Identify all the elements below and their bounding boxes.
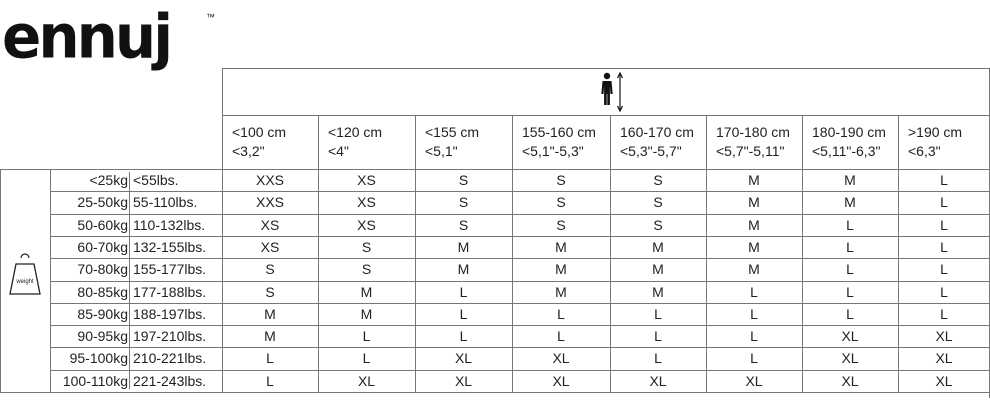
size-cell: M (555, 261, 567, 278)
height-header (706, 115, 802, 169)
weight-kg: 25-50kg (77, 194, 128, 211)
size-cell: S (361, 261, 372, 278)
height-header-cm: 155-160 cm (522, 124, 596, 140)
body-left-rule (0, 169, 1, 392)
size-cell: XXS (255, 194, 284, 211)
size-cell: XL (454, 372, 473, 389)
size-cell: L (846, 238, 854, 255)
height-header (898, 115, 990, 169)
size-cell: S (556, 194, 566, 211)
size-cell: XL (357, 372, 376, 389)
size-cell: L (846, 283, 854, 300)
size-cell: M (264, 328, 276, 345)
size-cell: S (653, 172, 663, 188)
size-cell: S (458, 194, 469, 211)
weight-lbs: 210-221lbs. (133, 350, 207, 367)
height-header-cm: <155 cm (425, 124, 480, 140)
size-cell: S (556, 172, 566, 188)
weight-kg: 85-90kg (77, 305, 128, 322)
size-cell: L (940, 305, 948, 322)
size-cell: M (652, 261, 664, 278)
size-cell: M (457, 261, 470, 278)
size-cell: M (748, 261, 760, 278)
size-cell: M (360, 283, 373, 300)
size-cell: L (459, 283, 468, 300)
size-cell: L (750, 328, 758, 345)
logo-text: ennuj (2, 0, 171, 73)
size-cell: M (652, 238, 664, 255)
weight-kg: 90-95kg (77, 328, 128, 345)
size-cell: L (940, 261, 948, 278)
size-cell: L (940, 238, 948, 255)
size-cell: M (457, 238, 470, 255)
size-cell: L (940, 172, 948, 188)
size-cell: L (459, 305, 468, 322)
weight-lbs: 110-132lbs. (133, 216, 206, 233)
weight-lbs: 55-110lbs. (133, 194, 198, 211)
weight-lbs: 197-210lbs. (133, 328, 207, 345)
size-cell: L (940, 216, 948, 233)
height-header-cm: <120 cm (328, 124, 383, 140)
size-cell: M (748, 194, 760, 211)
height-header-cm: >190 cm (908, 124, 963, 140)
table-bottom-rule (0, 392, 990, 393)
height-header-inch: <5,7"-5,11" (716, 143, 785, 159)
size-cell: L (362, 350, 371, 367)
size-cell: L (654, 328, 662, 345)
weight-lbs: 155-177lbs. (133, 261, 207, 278)
size-cell: XL (935, 372, 953, 389)
size-cell: L (266, 372, 274, 389)
size-cell: XL (841, 328, 859, 345)
weight-kg: <25kg (89, 172, 128, 188)
size-cell: XL (841, 372, 859, 389)
weight-kg: 80-85kg (77, 283, 128, 300)
size-cell: L (750, 305, 758, 322)
size-cell: S (361, 238, 372, 255)
size-cell: L (940, 194, 948, 211)
size-cell: L (557, 328, 565, 345)
height-header (318, 115, 415, 169)
header-top-rule (222, 68, 990, 69)
size-cell: L (846, 216, 854, 233)
size-cell: M (844, 194, 856, 211)
size-cell: S (458, 216, 469, 233)
size-cell: L (940, 283, 948, 300)
size-cell: L (654, 305, 662, 322)
size-cell: M (360, 305, 373, 322)
weight-lbs: 132-155lbs. (133, 238, 207, 255)
size-cell: M (264, 305, 276, 322)
trademark-symbol: ™ (206, 12, 215, 22)
height-header-cm: <100 cm (232, 124, 287, 140)
size-cell: L (846, 261, 854, 278)
size-cell: XS (260, 238, 280, 255)
height-header-inch: <6,3" (908, 143, 941, 159)
size-cell: XL (745, 372, 763, 389)
size-cell: XS (357, 172, 376, 188)
height-header-cm: 170-180 cm (716, 124, 790, 140)
size-cell: XXS (255, 172, 284, 188)
weight-lbs: 177-188lbs. (133, 283, 207, 300)
size-cell: S (265, 283, 275, 300)
weight-lbs: 221-243lbs. (133, 372, 207, 389)
size-cell: XS (357, 216, 376, 233)
weight-kg: 95-100kg (69, 350, 128, 367)
weight-kg: 50-60kg (77, 216, 128, 233)
size-cell: L (362, 328, 371, 345)
size-cell: XS (260, 216, 280, 233)
size-cell: XL (552, 350, 570, 367)
size-cell: XL (841, 350, 859, 367)
weight-kg: 100-110kg (62, 372, 128, 389)
height-header-inch: <4" (328, 143, 349, 159)
weight-lbs: 188-197lbs. (133, 305, 207, 322)
size-cell: M (555, 283, 567, 300)
height-header-inch: <5,11"-6,3" (812, 143, 881, 159)
height-header-inch: <5,1" (425, 143, 458, 159)
weight-icon-label: weight (16, 279, 34, 285)
size-cell: XL (454, 350, 473, 367)
weight-icon (6, 252, 44, 298)
height-person-icon (597, 70, 627, 114)
size-cell: M (748, 216, 760, 233)
height-header (415, 115, 512, 169)
size-cell: M (555, 238, 567, 255)
size-cell: S (265, 261, 275, 278)
size-cell: M (748, 172, 760, 188)
height-header-cm: 160-170 cm (620, 124, 694, 140)
height-header (802, 115, 898, 169)
height-header (222, 115, 318, 169)
size-cell: S (653, 194, 663, 211)
height-header-inch: <3,2" (232, 143, 265, 159)
height-header (610, 115, 706, 169)
size-cell: L (266, 350, 274, 367)
weight-kg: 70-80kg (77, 261, 128, 278)
height-header-inch: <5,1"-5,3" (522, 143, 584, 159)
size-cell: XS (357, 194, 376, 211)
size-cell: L (846, 305, 854, 322)
size-cell: L (459, 328, 468, 345)
weight-kg: 60-70kg (77, 238, 128, 255)
size-cell: S (458, 172, 469, 188)
size-cell: S (556, 216, 566, 233)
height-header (512, 115, 610, 169)
size-cell: M (844, 172, 856, 188)
size-cell: L (750, 283, 758, 300)
size-cell: M (748, 238, 760, 255)
size-cell: XL (552, 372, 570, 389)
size-cell: S (653, 216, 663, 233)
size-cell: XL (649, 372, 667, 389)
size-cell: L (750, 350, 758, 367)
height-header-inch: <5,3"-5,7" (620, 143, 682, 159)
weight-lbs: <55lbs. (133, 172, 179, 188)
size-cell: L (557, 305, 565, 322)
size-cell: XL (935, 328, 953, 345)
size-cell: L (654, 350, 662, 367)
height-header-cm: 180-190 cm (812, 124, 886, 140)
size-cell: M (652, 283, 664, 300)
size-cell: XL (935, 350, 953, 367)
